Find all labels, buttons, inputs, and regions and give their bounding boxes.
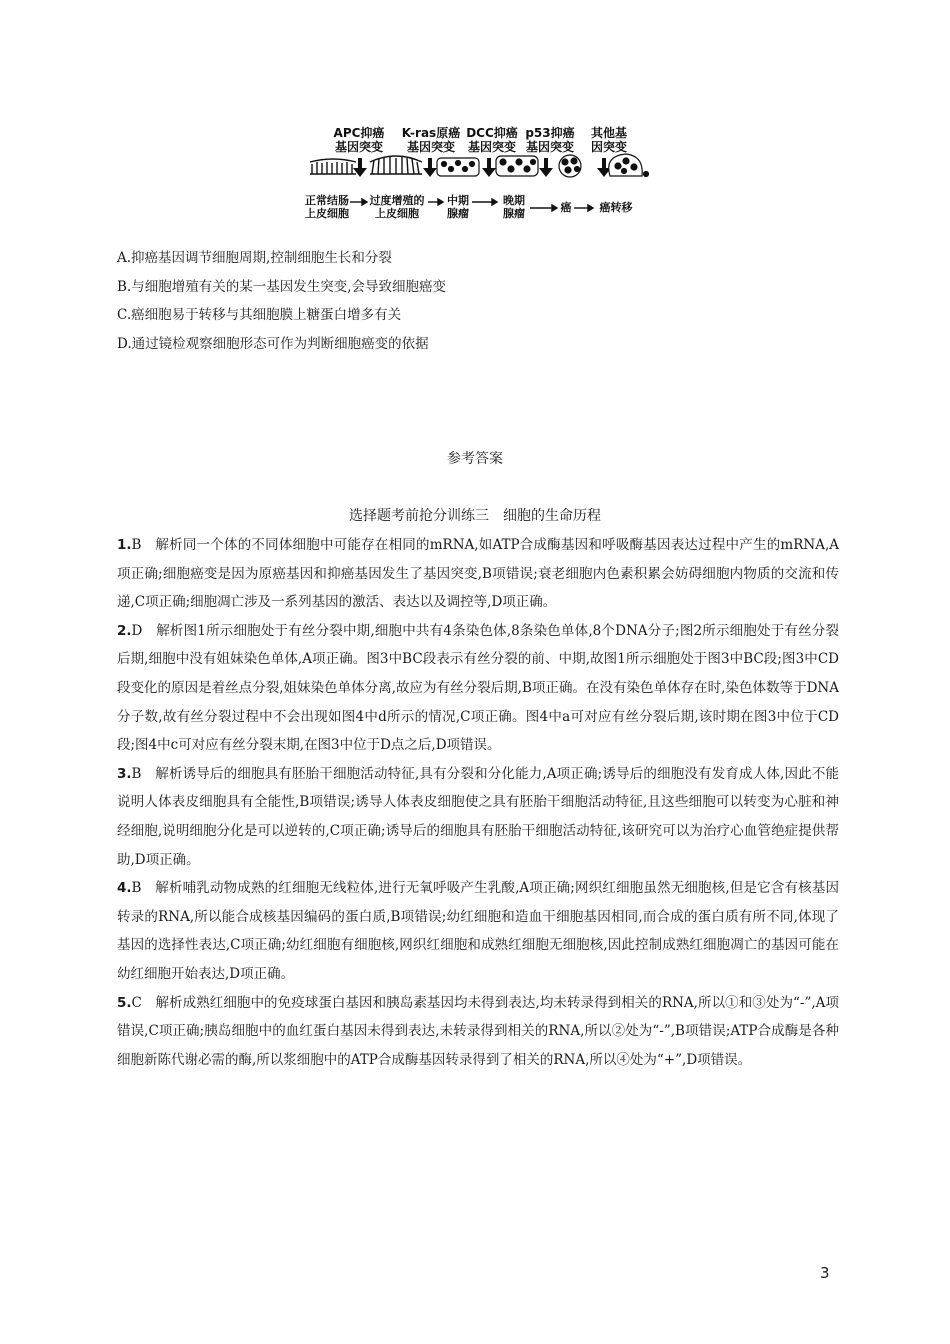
figure-mutation-label: K-ras原癌 基因突变 xyxy=(401,126,461,154)
adenoma-image xyxy=(437,158,479,176)
option-a: A.抑癌基因调节细胞周期,控制细胞生长和分裂 xyxy=(117,250,392,266)
metastasis-image xyxy=(609,154,649,177)
figure-mutation-label: p53抑癌 基因突变 xyxy=(525,126,575,154)
answer-item xyxy=(117,874,839,988)
answer-list xyxy=(117,531,839,1074)
answer-number: 1. xyxy=(117,537,132,553)
answer-item xyxy=(117,617,839,760)
normal-epithelium-image xyxy=(310,159,356,174)
cancer-progression-figure xyxy=(300,122,650,222)
figure-mutation-label: APC抑癌 基因突变 xyxy=(333,126,385,154)
figure-mutation-label: 其他基 因突变 xyxy=(590,126,627,154)
answer-number: 2. xyxy=(117,622,132,639)
option-b: B.与细胞增殖有关的某一基因发生突变,会导致细胞癌变 xyxy=(117,278,447,295)
answer-number: 5. xyxy=(117,994,132,1011)
figure-stage-label: 中期 腺瘤 xyxy=(447,194,469,220)
carcinoma-image xyxy=(559,155,581,177)
answer-item xyxy=(117,760,839,874)
down-arrow-icon xyxy=(482,158,496,177)
answer-text: B 解析哺乳动物成熟的红细胞无线粒体,进行无氧呼吸产生乳酸,A项正确;网织红细胞虽然无细胞核,但是它含有核基因转录的RNA,所以能合成核基因编码的蛋白质,B项错误;幼红细胞和造血干细胞基因相同,而合成的蛋白质有所不同,体现了基因的选择性表达,C项正确;幼红细胞有细胞核,网织红细胞和成熟红细胞无细胞核,因此控制成熟红细胞凋亡的基因可能在幼红细胞开始表达,D项正确。 xyxy=(117,880,839,982)
answer-heading: 参考答案 xyxy=(447,451,503,467)
option-d: D.通过镜检观察细胞形态可作为判断细胞癌变的依据 xyxy=(117,335,429,352)
option-list xyxy=(117,244,837,358)
answer-item xyxy=(117,531,839,617)
answer-number: 4. xyxy=(117,880,132,897)
answer-text: B 解析诱导后的细胞具有胚胎干细胞活动特征,具有分裂和分化能力,A项正确;诱导后的细胞没有发育成人体,因此不能说明人体表皮细胞具有全能性,B项错误;诱导人体表皮细胞使之具有胚胎干细胞活动特征,且这些细胞可以转变为心脏和神经细胞,说明细胞分化是可以逆转的,C项正确;诱导后的细胞具有胚胎干细胞活动特征,该研究可以为治疗心血管绝症提供帮助,D项正确。 xyxy=(117,765,839,868)
answer-text: D 解析图1所示细胞处于有丝分裂中期,细胞中共有4条染色体,8条染色单体,8个DNA分子;图2所示细胞处于有丝分裂后期,细胞中没有姐妹染色单体,A项正确。图3中BC段表示有丝分裂的前、中期,故图1所示细胞处于图3中BC段;图3中CD段变化的原因是着丝点分裂,姐妹染色单体分离,故应为有丝分裂后期,B项正确。在没有染色单体存在时,染色体数等于DNA分子数,故有丝分裂过程中不会出现如图4中d所示的情况,C项正确。图4中a可对应有丝分裂后期,该时期在图3中位于CD段;图4中c可对应有丝分裂末期,在图3中位于D点之后,D项错误。 xyxy=(117,622,840,754)
figure-stage-label: 癌转移 xyxy=(599,201,633,214)
figure-stage-label: 过度增殖的 上皮细胞 xyxy=(369,194,425,220)
figure-stage-label: 癌 xyxy=(560,201,572,214)
figure-mutation-label: DCC抑癌 基因突变 xyxy=(466,126,518,154)
hyperplastic-epithelium-image xyxy=(370,156,422,174)
page-number: 3 xyxy=(820,1264,830,1282)
figure-stage-label: 正常结肠 上皮细胞 xyxy=(305,194,349,220)
answer-number: 3. xyxy=(117,765,132,782)
option-c: C.癌细胞易于转移与其细胞膜上糖蛋白增多有关 xyxy=(117,307,402,323)
down-arrow-icon xyxy=(539,158,553,177)
answer-text: B 解析同一个体的不同体细胞中可能存在相同的mRNA,如ATP合成酶基因和呼吸酶基因表达过程中产生的mRNA,A项正确;细胞癌变是因为原癌基因和抑癌基因发生了基因突变,B项错误;衰老细胞内色素积累会妨碍细胞内物质的交流和传递,C项正确;细胞凋亡涉及一系列基因的激活、表达以及调控等,D项正确。 xyxy=(117,537,839,611)
answer-text: C 解析成熟红细胞中的免疫球蛋白基因和胰岛素基因均未得到表达,均未转录得到相关的RNA,所以①和③处为“-”,A项错误,C项正确;胰岛细胞中的血红蛋白基因未得到表达,未转录得到相关的RNA,所以②处为“-”,B项错误;ATP合成酶是各种细胞新陈代谢必需的酶,所以浆细胞中的ATP合成酶基因转录得到了相关的RNA,所以④处为“+”,D项错误。 xyxy=(117,994,839,1068)
answer-item xyxy=(117,989,839,1075)
section-title: 选择题考前抢分训练三 细胞的生命历程 xyxy=(349,508,601,524)
figure-stage-label: 晚期 腺瘤 xyxy=(503,194,525,220)
down-arrow-icon xyxy=(423,158,437,177)
late-adenoma-image xyxy=(496,156,538,176)
